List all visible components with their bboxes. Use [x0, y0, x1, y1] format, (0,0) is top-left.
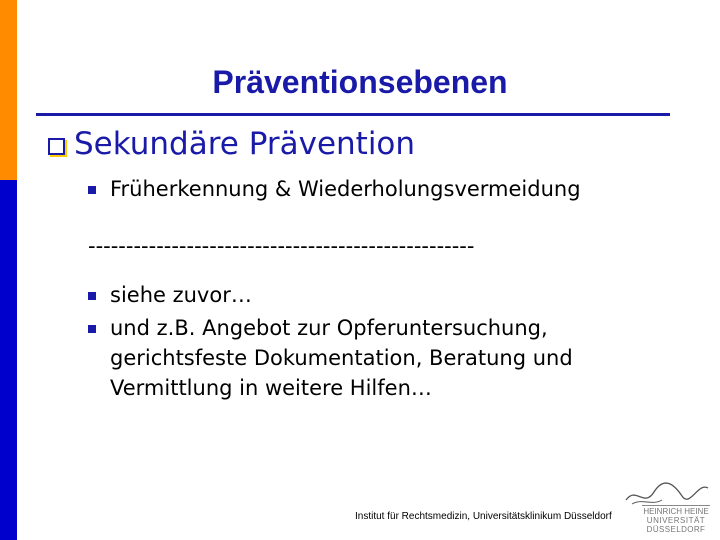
logo-line2: UNIVERSITÄT	[646, 516, 706, 525]
logo-line1: HEINRICH HEINE	[643, 507, 709, 516]
list-item-text: und z.B. Angebot zur Opferuntersuchung, gerichtsfeste Dokumentation, Beratung und Vermittlung in weitere Hilfen…	[110, 316, 573, 400]
university-logo	[622, 478, 712, 534]
dashed-divider: ---------------------------------------------------	[88, 234, 475, 258]
square-bullet-icon	[88, 325, 96, 333]
list-item-text: siehe zuvor…	[110, 283, 252, 307]
footer-institute: Institut für Rechtsmedizin, Universitätsklinikum Düsseldorf	[355, 511, 612, 522]
title-underline	[36, 113, 670, 116]
logo-line3: DÜSSELDORF	[646, 525, 706, 534]
square-bullet-icon	[88, 186, 96, 194]
list-item	[88, 280, 252, 310]
section-heading-text: Sekundäre Prävention	[74, 126, 416, 162]
slide-title: Präventionsebenen	[212, 64, 508, 100]
list-item-text: Früherkennung & Wiederholungsvermeidung	[110, 177, 581, 201]
box-bullet-icon	[48, 138, 65, 155]
side-bar-blue	[0, 180, 17, 540]
section-heading	[48, 126, 415, 162]
square-bullet-icon	[88, 292, 96, 300]
list-item	[88, 174, 581, 204]
list-item	[88, 313, 573, 403]
